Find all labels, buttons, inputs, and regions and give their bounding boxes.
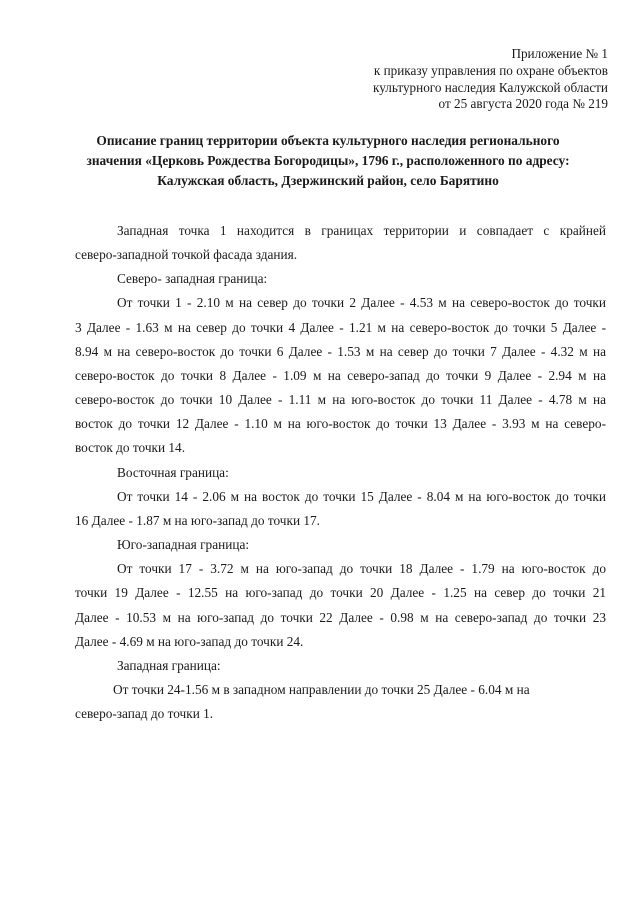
west-boundary-line: северо-запад до точки 1. — [75, 706, 214, 722]
west-boundary-heading: Западная граница: — [117, 657, 221, 673]
order-date: от 25 августа 2020 года № 219 — [438, 96, 608, 112]
southwest-boundary-line: От точки 17 - 3.72 м на юго-запад до точки 18 Далее - 1.79 на юго-восток до — [117, 561, 606, 577]
order-reference: к приказу управления по охране объектов — [373, 62, 608, 78]
intro-paragraph-line: Западная точка 1 находится в границах территории и совпадает с крайней — [117, 223, 606, 238]
southwest-boundary-line: Далее - 10.53 м на юго-запад до точки 22 Далее - 0.98 м на северо-запад до точки 23 — [75, 609, 606, 625]
appendix-number: Приложение № 1 — [511, 46, 608, 61]
east-boundary-line: От точки 14 - 2.06 м на восток до точки 15 Далее - 8.04 м на юго-восток до точки — [117, 488, 606, 504]
southwest-boundary-line: точки 19 Далее - 12.55 на юго-запад до точки 20 Далее - 1.25 на север до точки 21 — [75, 585, 606, 601]
northwest-boundary-line: 3 Далее - 1.63 м на север до точки 4 Далее - 1.21 м на северо-восток до точки 5 Далее - — [75, 319, 606, 335]
southwest-boundary-line: Далее - 4.69 м на юго-запад до точки 24. — [75, 633, 304, 649]
document-body — [75, 219, 606, 726]
northwest-boundary-line: северо-восток до точки 8 Далее - 1.09 м на северо-запад до точки 9 Далее - 2.94 м на — [75, 367, 606, 383]
order-authority: культурного наследия Калужской области — [373, 79, 608, 95]
northwest-boundary-line: северо-восток до точки 10 Далее - 1.11 м на юго-восток до точки 11 Далее - 4.78 м на — [75, 392, 606, 408]
appendix-header — [278, 46, 608, 113]
northwest-boundary-line: восток до точки 12 Далее - 1.10 м на юго-восток до точки 13 Далее - 3.93 м на северо- — [75, 416, 606, 432]
intro-paragraph-line: северо-западной точкой фасада здания. — [75, 247, 298, 263]
title-line: значения «Церковь Рождества Богородицы», 1796 г., расположенного по адресу: — [86, 152, 570, 168]
northwest-boundary-line: восток до точки 14. — [75, 440, 186, 456]
title-line: Описание границ территории объекта культурного наследия регионального — [96, 133, 560, 148]
east-boundary-line: 16 Далее - 1.87 м на юго-запад до точки 17. — [75, 512, 321, 528]
title-line: Калужская область, Дзержинский район, село Барятино — [157, 172, 499, 188]
east-boundary-heading: Восточная граница: — [117, 464, 229, 480]
southwest-boundary-heading: Юго-западная граница: — [117, 537, 250, 553]
northwest-boundary-line: От точки 1 - 2.10 м на север до точки 2 Далее - 4.53 м на северо-восток до точки — [117, 295, 606, 311]
northwest-boundary-heading: Северо- западная граница: — [117, 271, 268, 287]
document-title — [50, 131, 606, 190]
northwest-boundary-line: 8.94 м на северо-восток до точки 6 Далее - 1.53 м на север до точки 7 Далее - 4.32 м на — [75, 343, 606, 359]
west-boundary-line: От точки 24-1.56 м в западном направлении до точки 25 Далее - 6.04 м на — [113, 681, 530, 697]
